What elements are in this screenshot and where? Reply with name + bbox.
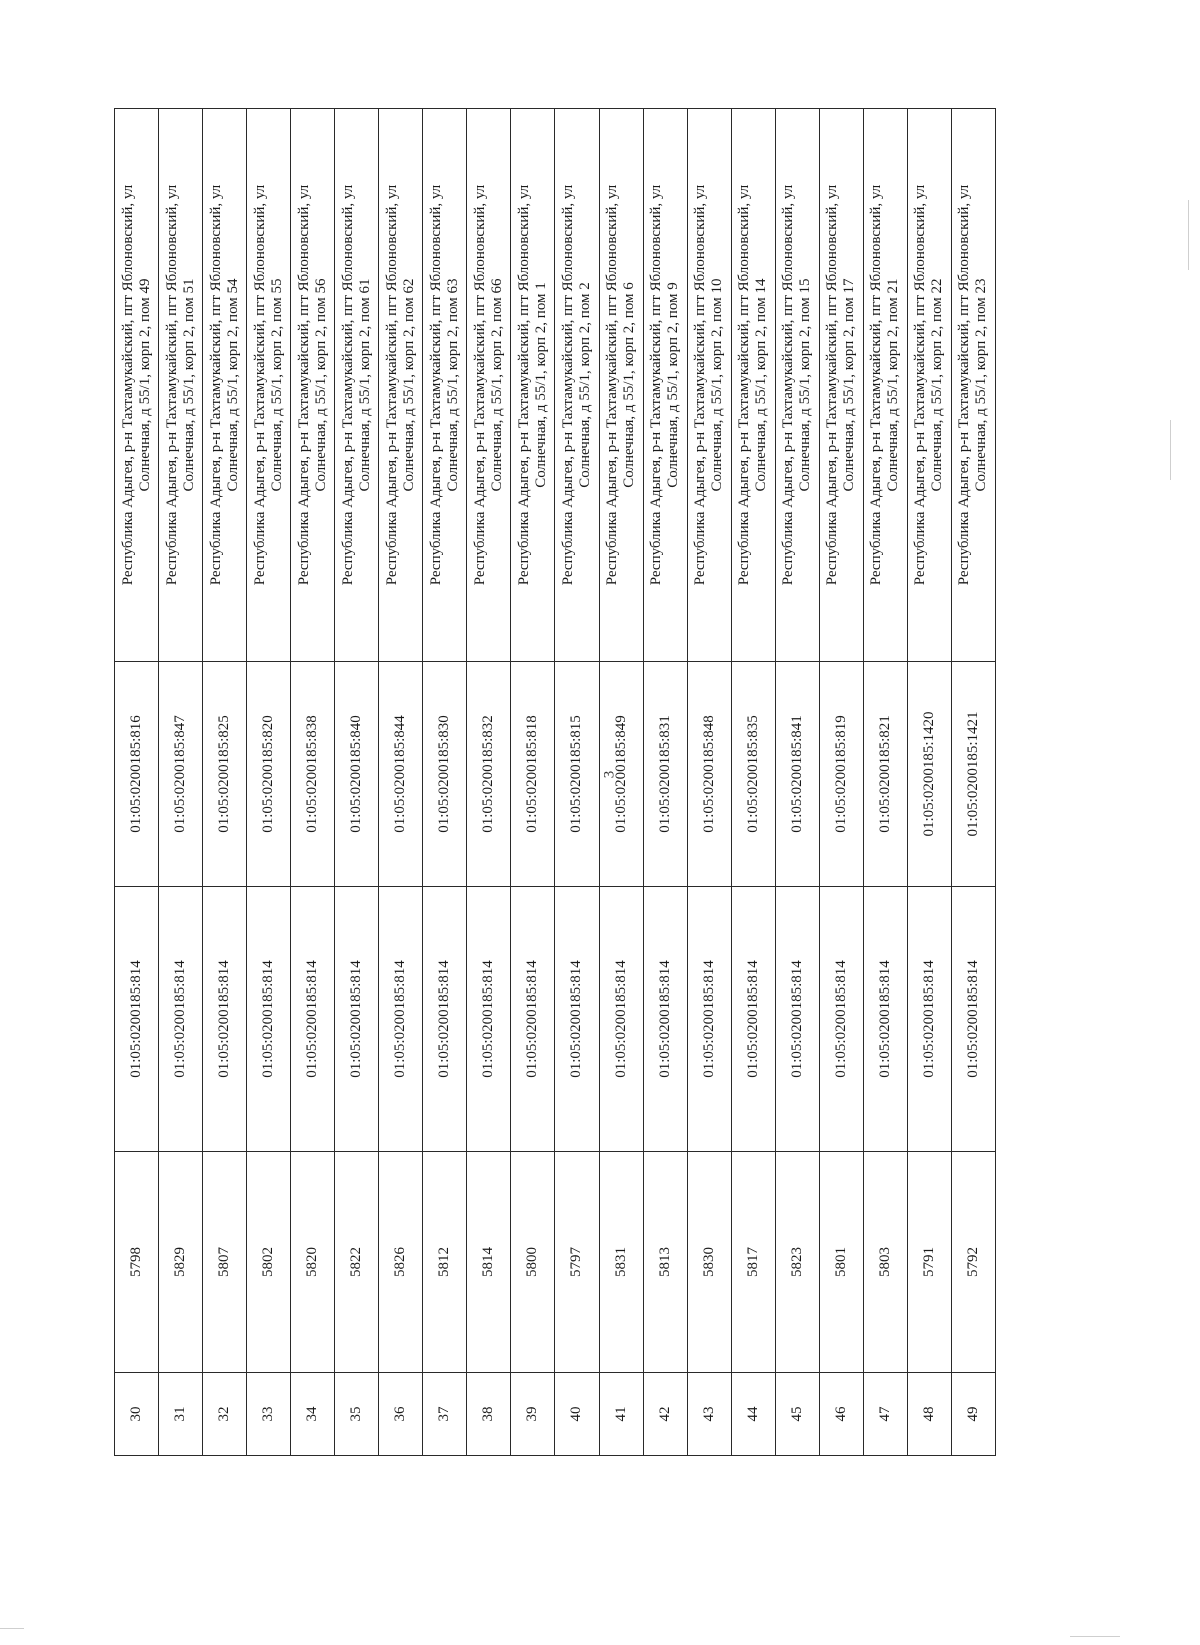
address <box>247 109 291 662</box>
registry-table-body <box>115 109 996 1456</box>
table-row <box>159 109 203 1456</box>
object-id: 5800 <box>511 1152 555 1373</box>
scan-artifact <box>1188 200 1189 270</box>
table-row <box>115 109 159 1456</box>
address-line-1: Республика Адыгея, р-н Тахтамукайский, пгт Яблоновский, ул <box>604 184 621 586</box>
row-number: 45 <box>775 1373 819 1456</box>
parent-cadastral-number: 01:05:0200185:814 <box>291 887 335 1152</box>
parent-cadastral-number: 01:05:0200185:814 <box>335 887 379 1152</box>
object-id: 5831 <box>599 1152 643 1373</box>
address <box>159 109 203 662</box>
address-line-2: Солнечная, д 55/1, корп 2, пом 61 <box>356 278 373 492</box>
address <box>335 109 379 662</box>
object-id: 5792 <box>951 1152 995 1373</box>
row-number: 37 <box>423 1373 467 1456</box>
parent-cadastral-number: 01:05:0200185:814 <box>467 887 511 1152</box>
parent-cadastral-number: 01:05:0200185:814 <box>687 887 731 1152</box>
row-number: 40 <box>555 1373 599 1456</box>
cadastral-number: 01:05:0200185:835 <box>731 662 775 887</box>
parent-cadastral-number: 01:05:0200185:814 <box>819 887 863 1152</box>
address-line-1: Республика Адыгея, р-н Тахтамукайский, пгт Яблоновский, ул <box>339 184 356 586</box>
parent-cadastral-number: 01:05:0200185:814 <box>247 887 291 1152</box>
cadastral-number: 01:05:0200185:847 <box>159 662 203 887</box>
address-line-2: Солнечная, д 55/1, корп 2, пом 1 <box>532 282 549 488</box>
cadastral-number: 01:05:0200185:849 <box>599 662 643 887</box>
scan-artifact <box>0 1628 24 1629</box>
address-line-2: Солнечная, д 55/1, корп 2, пом 54 <box>224 278 241 492</box>
address-line-1: Республика Адыгея, р-н Тахтамукайский, пгт Яблоновский, ул <box>956 184 973 586</box>
cadastral-number: 01:05:0200185:815 <box>555 662 599 887</box>
row-number: 38 <box>467 1373 511 1456</box>
address-line-2: Солнечная, д 55/1, корп 2, пом 10 <box>709 278 726 492</box>
table-row <box>951 109 995 1456</box>
address <box>907 109 951 662</box>
parent-cadastral-number: 01:05:0200185:814 <box>423 887 467 1152</box>
address <box>599 109 643 662</box>
address-line-1: Республика Адыгея, р-н Тахтамукайский, пгт Яблоновский, ул <box>648 184 665 586</box>
object-id: 5798 <box>115 1152 159 1373</box>
cadastral-number: 01:05:0200185:1421 <box>951 662 995 887</box>
row-number: 30 <box>115 1373 159 1456</box>
parent-cadastral-number: 01:05:0200185:814 <box>951 887 995 1152</box>
address <box>511 109 555 662</box>
row-number: 47 <box>863 1373 907 1456</box>
address <box>379 109 423 662</box>
address-line-1: Республика Адыгея, р-н Тахтамукайский, пгт Яблоновский, ул <box>780 184 797 586</box>
cadastral-number: 01:05:0200185:844 <box>379 662 423 887</box>
address <box>115 109 159 662</box>
table-row <box>247 109 291 1456</box>
address-line-1: Республика Адыгея, р-н Тахтамукайский, пгт Яблоновский, ул <box>515 184 532 586</box>
parent-cadastral-number: 01:05:0200185:814 <box>775 887 819 1152</box>
row-number: 48 <box>907 1373 951 1456</box>
parent-cadastral-number: 01:05:0200185:814 <box>599 887 643 1152</box>
parent-cadastral-number: 01:05:0200185:814 <box>731 887 775 1152</box>
address-line-1: Республика Адыгея, р-н Тахтамукайский, пгт Яблоновский, ул <box>163 184 180 586</box>
cadastral-number: 01:05:0200185:832 <box>467 662 511 887</box>
address-line-1: Республика Адыгея, р-н Тахтамукайский, пгт Яблоновский, ул <box>207 184 224 586</box>
cadastral-number: 01:05:0200185:830 <box>423 662 467 887</box>
address-line-1: Республика Адыгея, р-н Тахтамукайский, пгт Яблоновский, ул <box>471 184 488 586</box>
cadastral-number: 01:05:0200185:1420 <box>907 662 951 887</box>
address-line-1: Республика Адыгея, р-н Тахтамукайский, пгт Яблоновский, ул <box>824 184 841 586</box>
cadastral-number: 01:05:0200185:831 <box>643 662 687 887</box>
object-id: 5807 <box>203 1152 247 1373</box>
table-row <box>335 109 379 1456</box>
address-line-2: Солнечная, д 55/1, корп 2, пом 49 <box>136 278 153 492</box>
address-line-2: Солнечная, д 55/1, корп 2, пом 66 <box>488 278 505 492</box>
table-row <box>203 109 247 1456</box>
address-line-2: Солнечная, д 55/1, корп 2, пом 62 <box>400 278 417 492</box>
row-number: 32 <box>203 1373 247 1456</box>
address-line-2: Солнечная, д 55/1, корп 2, пом 15 <box>797 278 814 492</box>
table-row <box>467 109 511 1456</box>
row-number: 36 <box>379 1373 423 1456</box>
row-number: 42 <box>643 1373 687 1456</box>
table-row <box>511 109 555 1456</box>
address-line-1: Республика Адыгея, р-н Тахтамукайский, пгт Яблоновский, ул <box>736 184 753 586</box>
object-id: 5797 <box>555 1152 599 1373</box>
address-line-1: Республика Адыгея, р-н Тахтамукайский, пгт Яблоновский, ул <box>295 184 312 586</box>
address <box>687 109 731 662</box>
object-id: 5817 <box>731 1152 775 1373</box>
row-number: 33 <box>247 1373 291 1456</box>
table-row <box>731 109 775 1456</box>
row-number: 35 <box>335 1373 379 1456</box>
parent-cadastral-number: 01:05:0200185:814 <box>159 887 203 1152</box>
address-line-2: Солнечная, д 55/1, корп 2, пом 17 <box>841 278 858 492</box>
address <box>291 109 335 662</box>
address-line-1: Республика Адыгея, р-н Тахтамукайский, пгт Яблоновский, ул <box>692 184 709 586</box>
address-line-2: Солнечная, д 55/1, корп 2, пом 55 <box>268 278 285 492</box>
address-line-1: Республика Адыгея, р-н Тахтамукайский, пгт Яблоновский, ул <box>383 184 400 586</box>
cadastral-number: 01:05:0200185:841 <box>775 662 819 887</box>
page-number: 3 <box>601 770 618 779</box>
object-id: 5826 <box>379 1152 423 1373</box>
object-id: 5822 <box>335 1152 379 1373</box>
row-number: 31 <box>159 1373 203 1456</box>
address <box>819 109 863 662</box>
address-line-2: Солнечная, д 55/1, корп 2, пом 51 <box>180 278 197 492</box>
address-line-1: Республика Адыгея, р-н Тахтамукайский, пгт Яблоновский, ул <box>427 184 444 586</box>
address <box>951 109 995 662</box>
cadastral-number: 01:05:0200185:825 <box>203 662 247 887</box>
cadastral-number: 01:05:0200185:816 <box>115 662 159 887</box>
address <box>775 109 819 662</box>
table-row <box>819 109 863 1456</box>
row-number: 46 <box>819 1373 863 1456</box>
object-id: 5813 <box>643 1152 687 1373</box>
object-id: 5830 <box>687 1152 731 1373</box>
table-row <box>687 109 731 1456</box>
cadastral-number: 01:05:0200185:838 <box>291 662 335 887</box>
parent-cadastral-number: 01:05:0200185:814 <box>555 887 599 1152</box>
table-row <box>643 109 687 1456</box>
object-id: 5814 <box>467 1152 511 1373</box>
address <box>423 109 467 662</box>
address-line-2: Солнечная, д 55/1, корп 2, пом 56 <box>312 278 329 492</box>
address-line-2: Солнечная, д 55/1, корп 2, пом 6 <box>621 282 638 488</box>
parent-cadastral-number: 01:05:0200185:814 <box>907 887 951 1152</box>
address-line-2: Солнечная, д 55/1, корп 2, пом 63 <box>444 278 461 492</box>
address-line-1: Республика Адыгея, р-н Тахтамукайский, пгт Яблоновский, ул <box>251 184 268 586</box>
address-line-1: Республика Адыгея, р-н Тахтамукайский, пгт Яблоновский, ул <box>119 184 136 586</box>
row-number: 49 <box>951 1373 995 1456</box>
row-number: 43 <box>687 1373 731 1456</box>
address-line-2: Солнечная, д 55/1, корп 2, пом 21 <box>885 278 902 492</box>
address-line-1: Республика Адыгея, р-н Тахтамукайский, пгт Яблоновский, ул <box>912 184 929 586</box>
row-number: 39 <box>511 1373 555 1456</box>
address-line-2: Солнечная, д 55/1, корп 2, пом 14 <box>753 278 770 492</box>
cadastral-number: 01:05:0200185:819 <box>819 662 863 887</box>
cadastral-number: 01:05:0200185:821 <box>863 662 907 887</box>
table-row <box>863 109 907 1456</box>
cadastral-number: 01:05:0200185:840 <box>335 662 379 887</box>
scan-artifact <box>1170 420 1171 480</box>
object-id: 5812 <box>423 1152 467 1373</box>
address-line-1: Республика Адыгея, р-н Тахтамукайский, пгт Яблоновский, ул <box>559 184 576 586</box>
parent-cadastral-number: 01:05:0200185:814 <box>511 887 555 1152</box>
address-line-1: Республика Адыгея, р-н Тахтамукайский, пгт Яблоновский, ул <box>868 184 885 586</box>
parent-cadastral-number: 01:05:0200185:814 <box>643 887 687 1152</box>
row-number: 44 <box>731 1373 775 1456</box>
address <box>467 109 511 662</box>
address-line-2: Солнечная, д 55/1, корп 2, пом 23 <box>973 278 990 492</box>
row-number: 41 <box>599 1373 643 1456</box>
address-line-2: Солнечная, д 55/1, корп 2, пом 2 <box>576 282 593 488</box>
address <box>203 109 247 662</box>
object-id: 5829 <box>159 1152 203 1373</box>
cadastral-number: 01:05:0200185:848 <box>687 662 731 887</box>
object-id: 5791 <box>907 1152 951 1373</box>
object-id: 5801 <box>819 1152 863 1373</box>
cadastral-number: 01:05:0200185:820 <box>247 662 291 887</box>
row-number: 34 <box>291 1373 335 1456</box>
parent-cadastral-number: 01:05:0200185:814 <box>863 887 907 1152</box>
object-id: 5803 <box>863 1152 907 1373</box>
table-row <box>775 109 819 1456</box>
parent-cadastral-number: 01:05:0200185:814 <box>379 887 423 1152</box>
address-line-2: Солнечная, д 55/1, корп 2, пом 9 <box>665 282 682 488</box>
table-row <box>555 109 599 1456</box>
cadastral-number: 01:05:0200185:818 <box>511 662 555 887</box>
document-page <box>114 108 996 1456</box>
address <box>555 109 599 662</box>
table-row <box>599 109 643 1456</box>
table-row <box>379 109 423 1456</box>
registry-table <box>114 108 996 1456</box>
table-row <box>423 109 467 1456</box>
table-row <box>907 109 951 1456</box>
parent-cadastral-number: 01:05:0200185:814 <box>203 887 247 1152</box>
address <box>643 109 687 662</box>
address <box>731 109 775 662</box>
object-id: 5823 <box>775 1152 819 1373</box>
scan-artifact <box>1070 1636 1120 1637</box>
rotated-table-container <box>114 108 996 1456</box>
table-row <box>291 109 335 1456</box>
object-id: 5802 <box>247 1152 291 1373</box>
parent-cadastral-number: 01:05:0200185:814 <box>115 887 159 1152</box>
address-line-2: Солнечная, д 55/1, корп 2, пом 22 <box>929 278 946 492</box>
address <box>863 109 907 662</box>
object-id: 5820 <box>291 1152 335 1373</box>
